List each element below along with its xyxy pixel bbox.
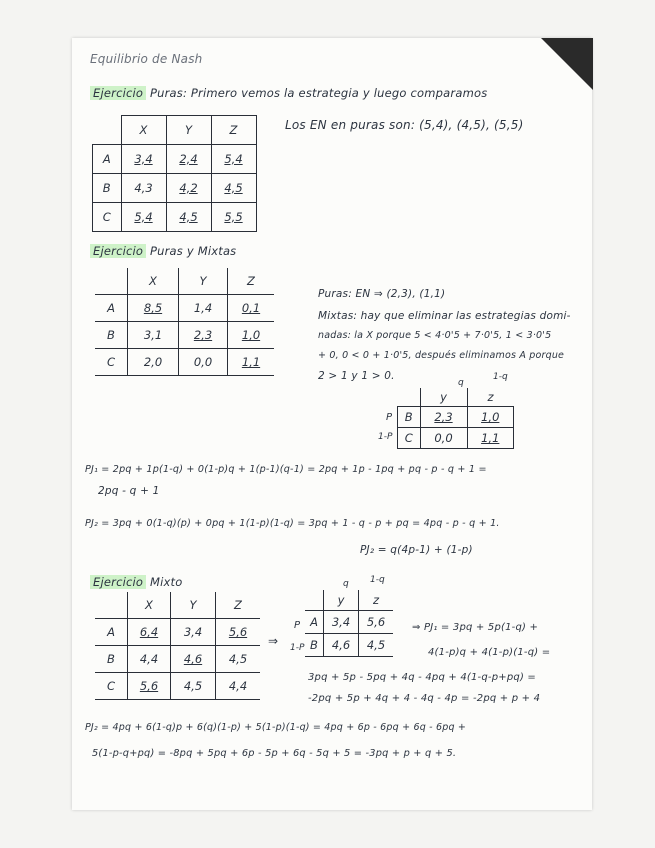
table-row: [93, 144, 257, 173]
row-label: B: [95, 322, 128, 349]
prob-label-p: P: [294, 620, 301, 631]
prob-label-p: P: [386, 412, 393, 423]
table-header-row: [95, 592, 260, 619]
col-header: y: [324, 590, 359, 611]
row-label: A: [95, 295, 128, 322]
pj2-result: PJ₂ = q(4p-1) + (1-p): [360, 544, 473, 556]
exercise-3-tag: Ejercicio: [90, 575, 146, 589]
table-header-row: [95, 268, 274, 295]
col-header: X: [128, 268, 179, 295]
table-cell: 5,6: [216, 619, 261, 646]
table-row: [95, 619, 260, 646]
col-header: Y: [166, 116, 211, 145]
prob-label-1-q: 1-q: [493, 372, 508, 382]
row-label: C: [93, 202, 122, 231]
table-row: [398, 407, 514, 428]
row-label: A: [93, 144, 122, 173]
table-cell: 2,3: [179, 322, 228, 349]
table-cell: 4,6: [324, 634, 359, 657]
table-row: [305, 611, 393, 634]
table-cell: 1,0: [228, 322, 275, 349]
exercise-3-pj2-result: 5(1-p-q+pq) = -8pq + 5pq + 6p - 5p + 6q - 5q + 5 = -3pq + p + q + 5.: [92, 748, 457, 759]
col-header: z: [359, 590, 394, 611]
col-header: Z: [228, 268, 275, 295]
exercise-1-tag: Ejercicio: [90, 86, 146, 100]
table-cell: 3,1: [128, 322, 179, 349]
table-cell: 0,0: [179, 349, 228, 376]
row-label: B: [398, 407, 421, 428]
table-cell: 3,4: [171, 619, 216, 646]
table-corner-cell: [95, 592, 128, 619]
exercise-2-line: Puras y Mixtas: [150, 244, 237, 258]
table-cell: 5,6: [359, 611, 394, 634]
table-cell: 4,6: [171, 646, 216, 673]
table-row: [398, 428, 514, 449]
row-label: B: [95, 646, 128, 673]
table-cell: 1,1: [467, 428, 514, 449]
exercise-2-mixed-text: nadas: la X porque 5 < 4·0'5 + 7·0'5, 1 < 3·0'5: [318, 330, 552, 341]
exercise-3-pj1-line: 4(1-p)q + 4(1-p)(1-q) =: [428, 647, 551, 658]
row-label: C: [95, 349, 128, 376]
row-label: B: [305, 634, 324, 657]
table-row: [95, 673, 260, 700]
pj1-result: 2pq - q + 1: [98, 485, 160, 497]
prob-label-1-p: 1-P: [378, 432, 393, 442]
col-header: z: [467, 388, 514, 407]
col-header: X: [128, 592, 171, 619]
row-label: C: [95, 673, 128, 700]
table-corner-cell: [95, 268, 128, 295]
exercise-2-mixed-text: 2 > 1 y 1 > 0.: [318, 370, 395, 382]
table-cell: 0,0: [420, 428, 467, 449]
prob-label-q: q: [458, 378, 464, 388]
table-row: [95, 322, 274, 349]
prob-label-q: q: [343, 579, 349, 589]
table-cell: 1,1: [228, 349, 275, 376]
table-cell: 2,3: [420, 407, 467, 428]
table-cell: 5,6: [128, 673, 171, 700]
exercise-3-pj1-line: ⇒ PJ₁ = 3pq + 5p(1-q) +: [412, 622, 539, 633]
prob-label-1-p: 1-P: [290, 643, 305, 653]
table-corner-cell: [398, 388, 421, 407]
exercise-2-tag: Ejercicio: [90, 244, 146, 258]
table-cell: 4,3: [121, 173, 166, 202]
row-label: A: [305, 611, 324, 634]
table-cell: 4,5: [166, 202, 211, 231]
row-label: C: [398, 428, 421, 449]
table-cell: 5,4: [121, 202, 166, 231]
table-cell: 2,0: [128, 349, 179, 376]
exercise-2-mixed-text: + 0, 0 < 0 + 1·0'5, después eliminamos A porque: [318, 350, 565, 361]
exercise-2-reduced-table: [397, 388, 514, 449]
table-header-row: [305, 590, 393, 611]
exercise-1-line: Puras: Primero vemos la estrategia y luego comparamos: [150, 86, 488, 100]
col-header: Y: [171, 592, 216, 619]
table-cell: 0,1: [228, 295, 275, 322]
exercise-2-mixed-text: Mixtas: hay que eliminar las estrategias domi-: [318, 310, 571, 322]
table-cell: 6,4: [128, 619, 171, 646]
table-cell: 8,5: [128, 295, 179, 322]
table-row: [93, 173, 257, 202]
table-cell: 4,5: [171, 673, 216, 700]
row-label: B: [93, 173, 122, 202]
table-corner-cell: [305, 590, 324, 611]
exercise-3-table: [95, 592, 260, 700]
page-title: Equilibrio de Nash: [90, 52, 203, 66]
table-row: [305, 634, 393, 657]
table-cell: 3,4: [324, 611, 359, 634]
table-header-row: [398, 388, 514, 407]
table-cell: 5,4: [211, 144, 256, 173]
col-header: Z: [211, 116, 256, 145]
table-header-row: [93, 116, 257, 145]
table-cell: 4,4: [128, 646, 171, 673]
table-cell: 2,4: [166, 144, 211, 173]
table-cell: 3,4: [121, 144, 166, 173]
table-row: [93, 202, 257, 231]
exercise-2-pure-text: Puras: EN ⇒ (2,3), (1,1): [318, 288, 446, 300]
exercise-3-line: Mixto: [150, 575, 183, 589]
pj2-equation: PJ₂ = 3pq + 0(1-q)(p) + 0pq + 1(1-p)(1-q) = 3pq + 1 - q - p + pq = 4pq - p - q + 1.: [85, 518, 500, 529]
table-cell: 4,2: [166, 173, 211, 202]
col-header: Y: [179, 268, 228, 295]
col-header: X: [121, 116, 166, 145]
exercise-2-table: [95, 268, 274, 376]
table-cell: 4,4: [216, 673, 261, 700]
exercise-3-pj1-line: -2pq + 5p + 4q + 4 - 4q - 4p = -2pq + p + 4: [308, 693, 541, 704]
table-cell: 1,4: [179, 295, 228, 322]
table-corner-cell: [93, 116, 122, 145]
table-row: [95, 646, 260, 673]
table-cell: 1,0: [467, 407, 514, 428]
table-row: [95, 349, 274, 376]
exercise-1-note: Los EN en puras son: (5,4), (4,5), (5,5): [285, 118, 524, 132]
exercise-3-heading: [90, 575, 182, 589]
col-header: Z: [216, 592, 261, 619]
table-row: [95, 295, 274, 322]
arrow-icon: ⇒: [268, 634, 279, 648]
pj1-equation: PJ₁ = 2pq + 1p(1-q) + 0(1-p)q + 1(p-1)(q-1) = 2pq + 1p - 1pq + pq - p - q + 1 =: [85, 464, 487, 475]
table-cell: 4,5: [359, 634, 394, 657]
row-label: A: [95, 619, 128, 646]
exercise-1-heading: [90, 86, 487, 100]
exercise-1-table: [92, 115, 257, 232]
prob-label-1-q: 1-q: [370, 575, 385, 585]
table-cell: 4,5: [216, 646, 261, 673]
col-header: y: [420, 388, 467, 407]
exercise-3-pj2-equation: PJ₂ = 4pq + 6(1-q)p + 6(q)(1-p) + 5(1-p)(1-q) = 4pq + 6p - 6pq + 6q - 6pq +: [85, 722, 467, 733]
exercise-2-heading: [90, 244, 236, 258]
exercise-3-pj1-line: 3pq + 5p - 5pq + 4q - 4pq + 4(1-q-p+pq) =: [308, 672, 537, 683]
exercise-3-reduced-table: [305, 590, 393, 657]
table-cell: 5,5: [211, 202, 256, 231]
table-cell: 4,5: [211, 173, 256, 202]
page-corner-shadow: [541, 38, 593, 90]
